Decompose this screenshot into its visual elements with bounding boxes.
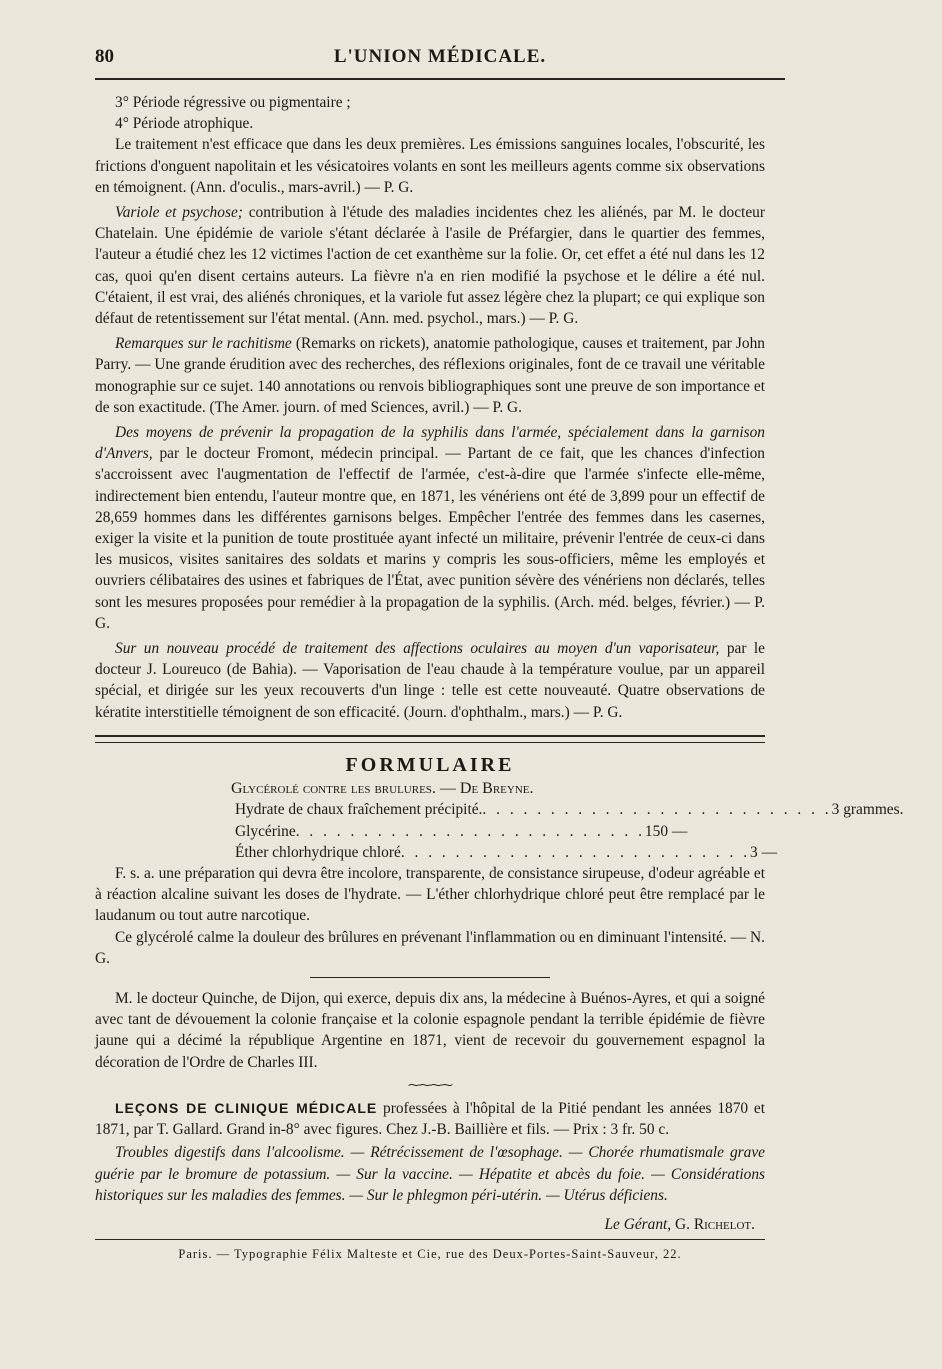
news-paragraph: M. le docteur Quinche, de Dijon, qui exerce, depuis dix ans, la médecine à Buénos-Ayres, et qui a soigné avec tant de dévouement la colonie française et la colonie espagnole pendant la terrible épidémie de fièvre jaune qui a décimé la république Argentine en 1871, vient de recevoir du gouvernement espagnol la décoration de l'Ordre de Charles III. — [95, 989, 765, 1071]
ingredient-name: Glycérine — [235, 822, 296, 840]
ornamental-separator: ⁓⁓⁓⁓ — [408, 1077, 452, 1092]
preparation-paragraph: F. s. a. une préparation qui devra être incolore, transparente, de consistance sirupeuse, d'odeur agréable et à réaction alcaline suivant les doses de l'hydrate. — L'éther chlorhydrique chloré peut être remplacé par le laudanum ou tout autre narcotique. — [95, 864, 765, 925]
book-title: LEÇONS DE CLINIQUE MÉDICALE — [115, 1099, 378, 1116]
short-rule — [310, 977, 550, 978]
article-title: Variole et psychose; — [115, 204, 243, 222]
formulaire-heading: FORMULAIRE — [345, 753, 515, 776]
article-title: Remarques sur le rachitisme — [115, 335, 292, 353]
article-title: Sur un nouveau procédé de traitement des affections oculaires au moyen d'un vaporisateur, — [115, 640, 720, 658]
ingredient-row — [235, 842, 777, 863]
period-3: 3° Période régressive ou pigmentaire ; — [115, 94, 351, 111]
header-rule — [95, 78, 785, 80]
ingredient-name: Éther chlorhydrique chloré — [235, 843, 401, 861]
signature-name: G. Richelot. — [675, 1215, 755, 1233]
leader-dots: . . . . . . . . . . . . . . . . . . . . . . . . . . — [482, 801, 832, 819]
page-number: 80 — [95, 46, 114, 67]
ingredient-quantity: 150 — — [644, 822, 688, 840]
article-text: par le docteur Fromont, médecin principal. — Partant de ce fait, que les chances d'infection s'accroissent avec l'augmentation de l'effectif de l'armée, c'est-à-dire que l'armée s'infecte elle-même, indirectement bien entendu, l'auteur montre que, en 1871, les vénériens ont été de 3,899 pour un effectif de 28,659 hommes dans les différentes garnisons belges. Empêcher l'entrée des femmes dans les casernes, exiger la visite et la punition de toute prostituée ayant infecté un militaire, prévenir l'entrée de ceux-ci dans les musicos, visites sanitaires des soldats et marins y compris les sous-officiers, même les employés et ouvriers célibataires des usines et fabriques de l'État, avec punition sévère des vénériens non déclarés, telles sont les mesures proposées pour remédier à la propagation de la syphilis. (Arch. méd. belges, février.) — P. G. — [95, 445, 765, 632]
period-4: 4° Période atrophique. — [115, 115, 254, 133]
signature-role: Le Gérant, — [604, 1215, 672, 1233]
ingredient-row — [235, 821, 688, 842]
article-text: par le docteur J. Loureuco (de Bahia). — Vaporisation de l'eau chaude à la température voulue, par un appareil spécial, et dirigée sur les yeux recouverts d'un linge : telle est cette nouveauté. Quatre observations de kératite interstitielle témoignent de son efficacité. (Journ. d'ophthalm., mars.) — P. G. — [95, 640, 765, 721]
leader-dots: . . . . . . . . . . . . . . . . . . . . . . . . . . — [400, 843, 751, 861]
book-notice — [95, 1098, 765, 1140]
treatment-paragraph: Le traitement n'est efficace que dans les deux premières. Les émissions sanguines locales, l'obscurité, les frictions d'onguent napolitain et les vésicatoires volants en sont les meilleurs agents comme six observations en témoignent. (Ann. d'oculis., mars-avril.) — P. G. — [95, 136, 765, 196]
ingredient-name: Hydrate de chaux fraîchement précipité. — [235, 801, 483, 819]
page-header — [95, 42, 785, 82]
ingredient-quantity: 3 — — [750, 843, 777, 861]
formula-block — [231, 778, 904, 863]
book-details: professées à l'hôpital de la Pitié pendant les années 1870 et 1871, par T. Gallard. Grand in-8° avec figures. Chez J.-B. Baillière et fils. — Prix : 3 fr. 50 c. — [95, 1099, 765, 1139]
section-divider — [95, 735, 765, 743]
usage-paragraph: Ce glycérolé calme la douleur des brûlures en prévenant l'inflammation ou en diminuant l'intensité. — N. G. — [95, 928, 765, 967]
ingredient-quantity: 3 grammes. — [831, 801, 904, 819]
printer-imprint: Paris. — Typographie Félix Malteste et Cie, rue des Deux-Portes-Saint-Sauveur, 22. — [178, 1247, 682, 1262]
article-rachitisme — [95, 333, 765, 418]
journal-title: L'UNION MÉDICALE. — [333, 46, 547, 67]
signature — [95, 1214, 765, 1235]
page-content — [95, 92, 904, 1265]
formula-title: Glycérolé contre les brulures. — De Breyne. — [231, 780, 534, 798]
ingredient-list — [235, 799, 904, 863]
leader-dots: . . . . . . . . . . . . . . . . . . . . . . . . . . — [295, 822, 645, 840]
article-text: contribution à l'étude des maladies incidentes chez les aliénés, par M. le docteur Chatelain. Une épidémie de variole s'étant déclarée à l'asile de Préfargier, dans le quartier des femmes, l'auteur a étudié chez les 12 victimes l'action de cet exanthème sur la folie. Or, cet effet a été nul dans les 12 cas, quoi qu'en disent certains auteurs. La fièvre n'a en rien modifié la psychose et le délire a été nul. C'étaient, il est vrai, des aliénés chroniques, et la variole fut assez légère chez la plupart; ce qui explique son défaut de retentissement sur l'état mental. (Ann. med. psychol., mars.) — P. G. — [95, 204, 765, 328]
article-vaporisateur — [95, 638, 765, 723]
article-variole — [95, 202, 765, 329]
article-title: Des moyens de prévenir la propagation de la syphilis dans l'armée, spécialement dans la garnison d'Anvers, — [95, 424, 765, 463]
book-contents: Troubles digestifs dans l'alcoolisme. — Rétrécissement de l'œsophage. — Chorée rhumatismale grave guérie par le bromure de potassium. — Sur la vaccine. — Hépatite et abcès du foie. — Considérations historiques sur les maladies des femmes. — Sur le phlegmon péri-utérin. — Utérus déficiens. — [95, 1144, 765, 1204]
footer-rule — [95, 1239, 765, 1240]
article-text: (Remarks on rickets), anatomie pathologique, causes et traitement, par John Parry. — Une grande érudition avec des recherches, des réflexions originales, font de ce travail une véritable monographie sur ce sujet. 140 annotations ou renvois bibliographiques sont une preuve de son importance et de son exactitude. (The Amer. journ. of med Sciences, avril.) — P. G. — [95, 335, 765, 416]
ingredient-row — [235, 799, 904, 820]
article-syphilis — [95, 422, 765, 634]
